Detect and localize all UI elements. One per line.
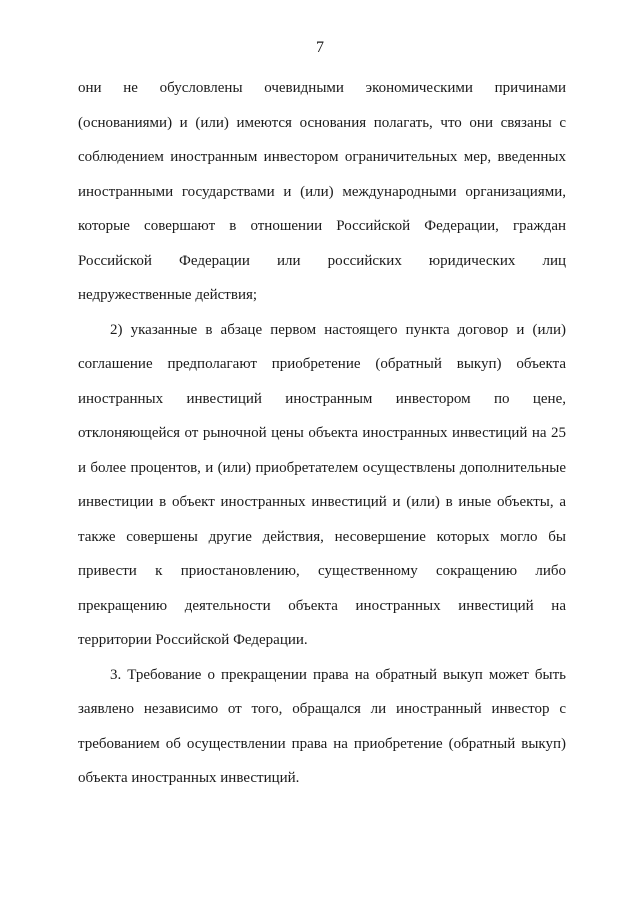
paragraph-item-2: 2) указанные в абзаце первом настоящего пункта договор и (или) соглашение предполагают приобретение (обратный выкуп) объекта иностранных инвестиций иностранным инвестором по цене, отклоняющейся от рыночной цены объекта иностранных инвестиций на 25 и более процентов, и (или) приобретателем осуществлены дополнительные инвестиции в объект иностранных инвестиций и (или) в иные объекты, а также совершены другие действия, несовершение которых могло бы привести к приостановлению, существенному сокращению либо прекращению деятельности объекта иностранных инвестиций на территории Российской Федерации. xyxy=(78,321,566,648)
paragraph-continuation: они не обусловлены очевидными экономическими причинами (основаниями) и (или) имеются основания полагать, что они связаны с соблюдением иностранным инвестором ограничительных мер, введенных иностранными государствами и (или) международными организациями, которые совершают в отношении Российской Федерации, граждан Российской Федерации или российских юридических лиц недружественные действия; xyxy=(78,80,566,303)
document-body xyxy=(78,71,566,796)
paragraph-item-3: 3. Требование о прекращении права на обратный выкуп может быть заявлено независимо от того, обращался ли иностранный инвестор с требованием об осуществлении права на приобретение (обратный выкуп) объекта иностранных инвестиций. xyxy=(78,666,566,786)
page-number: 7 xyxy=(316,39,324,56)
